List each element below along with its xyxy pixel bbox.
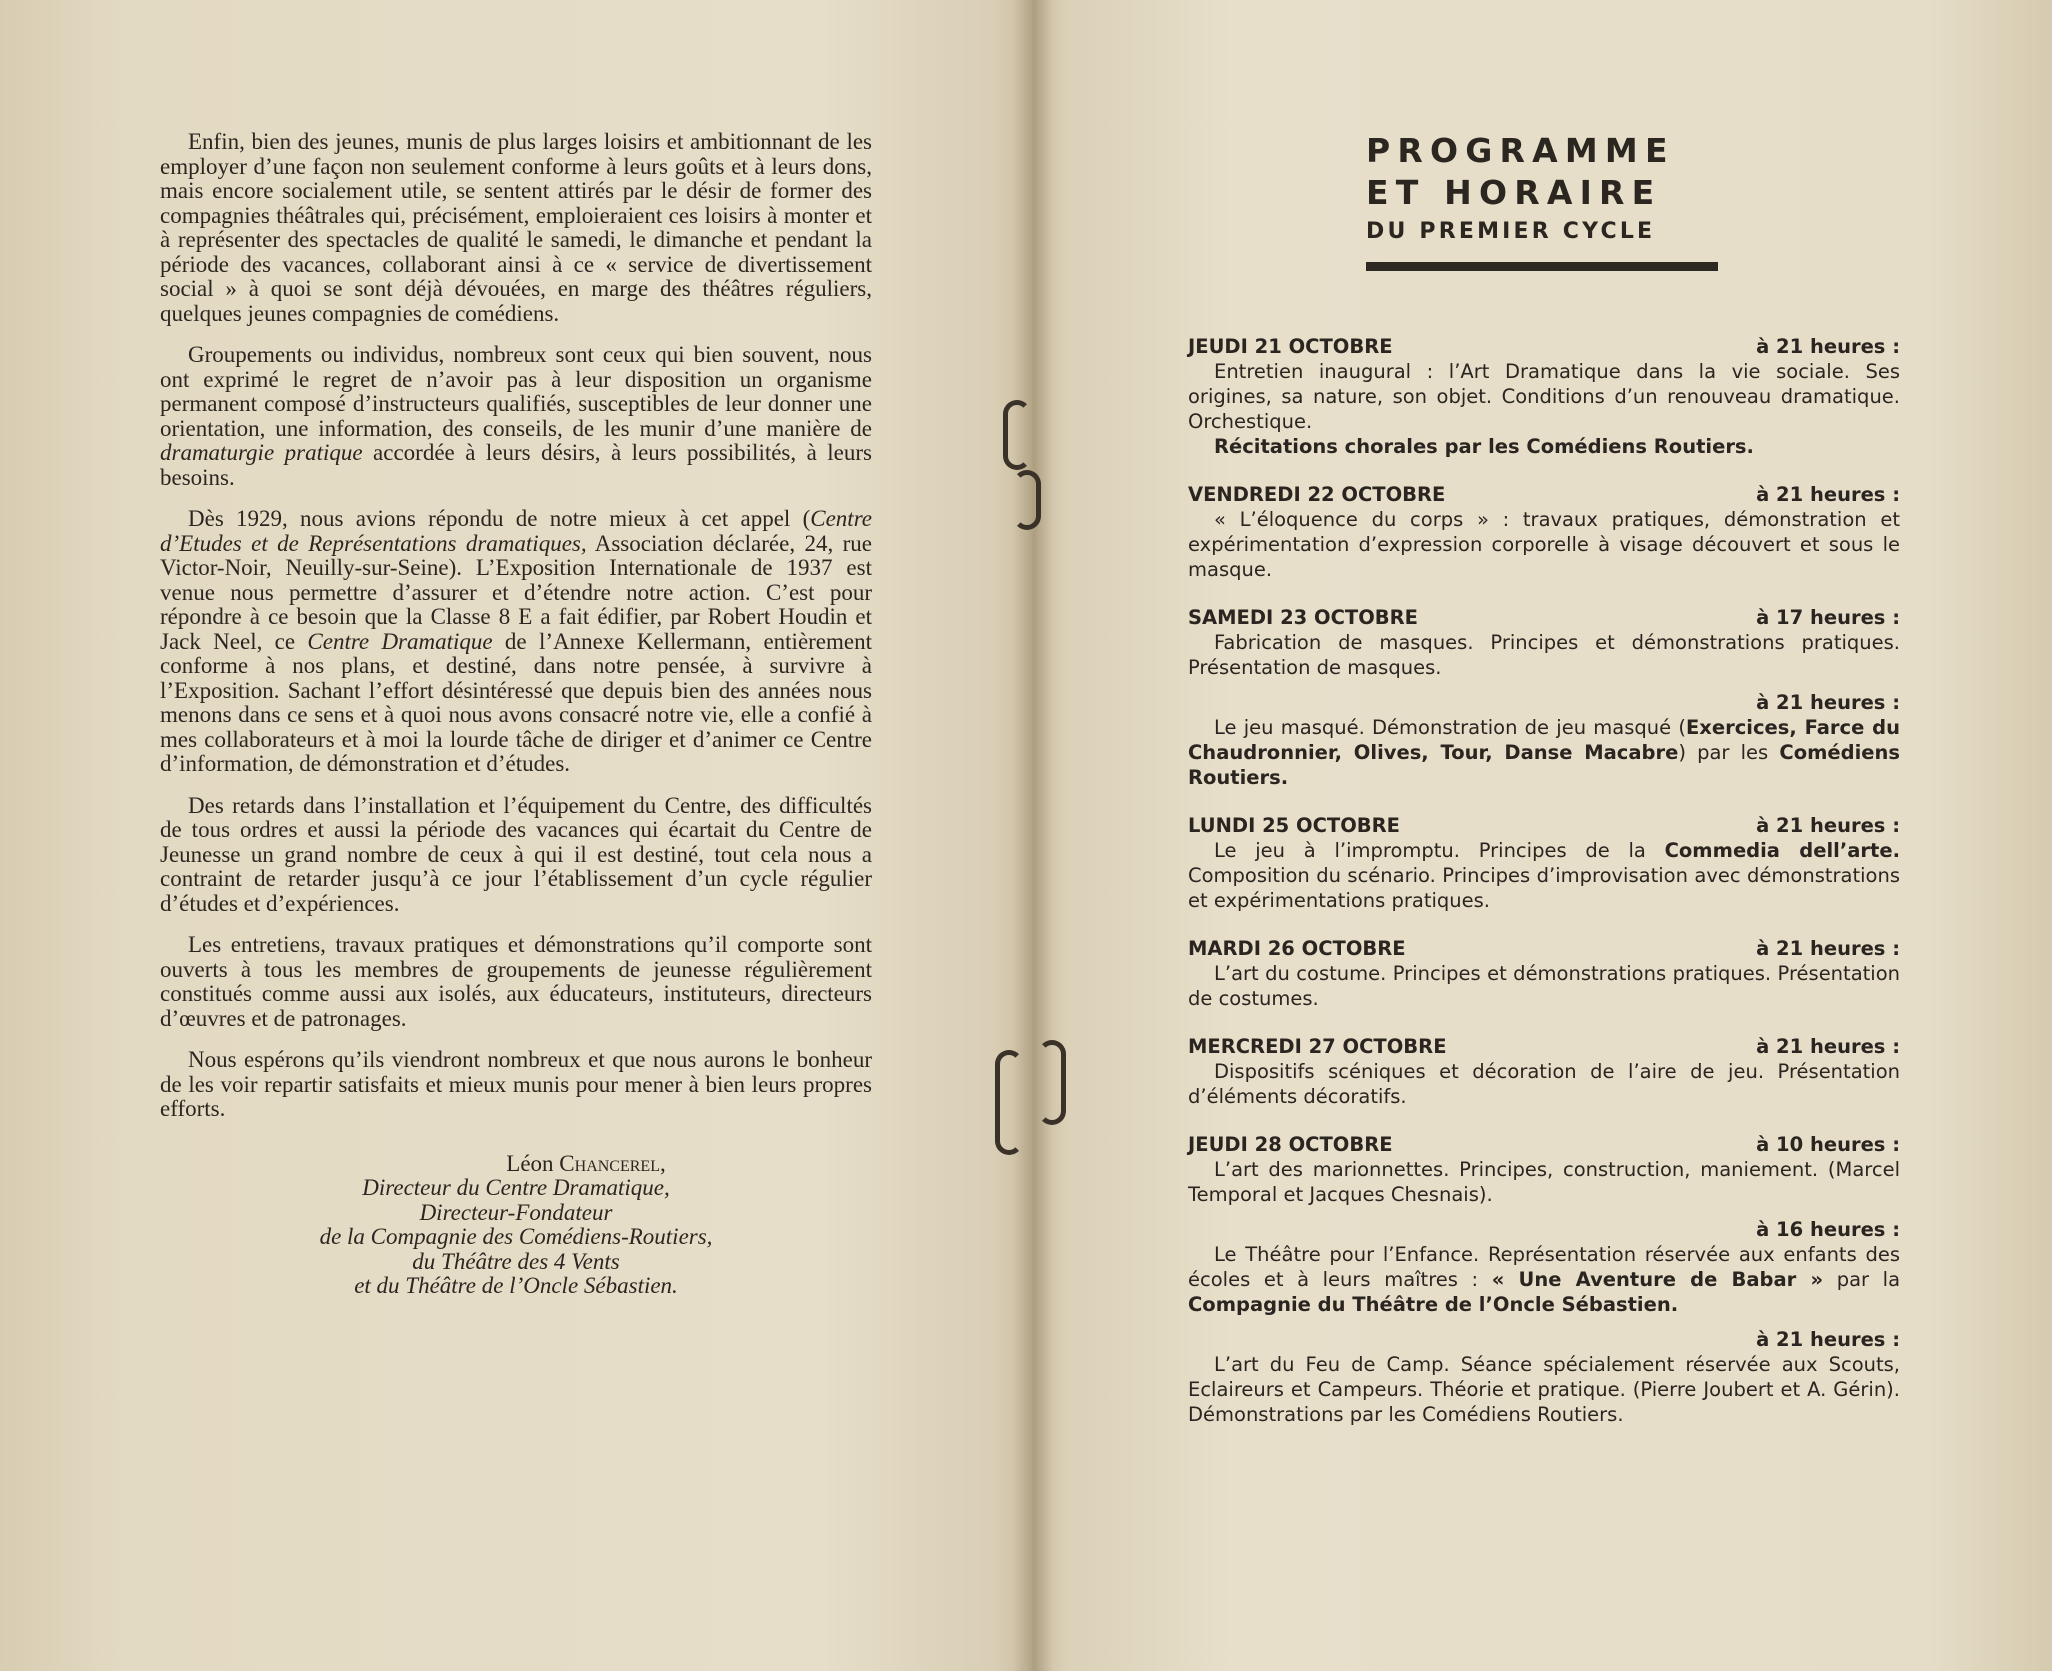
entry-description: « L’éloquence du corps » : travaux pratiques, démonstration et expérimentation d’expression corporelle à visage découvert et sous le masque.: [1188, 508, 1900, 581]
programme-entry: [1188, 334, 1900, 459]
heading-rule: [1366, 262, 1718, 271]
paragraph-5: Les entretiens, travaux pratiques et démonstrations qu’il comporte sont ouverts à tous les membres de groupements de jeunesse régulièrement constitués comme aussi aux isolés, aux éducateurs, instituteurs, directeurs d’œuvres et de patronages.: [160, 932, 872, 1031]
entry-time: à 21 heures :: [1756, 937, 1900, 960]
signature-title-5: et du Théâtre de l’Oncle Sébastien.: [354, 1273, 678, 1298]
signatory-name: [300, 1152, 872, 1177]
desc-part: par la: [1823, 1268, 1901, 1291]
signature-title-1: Directeur du Centre Dramatique,: [362, 1175, 670, 1200]
signature-title-2: Directeur-Fondateur: [419, 1199, 613, 1225]
entry-time-second: à 21 heures :: [1756, 691, 1900, 714]
paragraph-3-text-c: de l’Annexe Kellermann, entièrement conforme à nos plans, et destiné, dans notre pensée, à survivre à l’Exposition. Sachant l’effort désintéressé que depuis bien des années nous menons dans ce sens et à quoi nous avons consacré notre vie, elle a confié à mes collaborateurs et à moi la lourde tâche de diriger et d’animer ce Centre d’information, de démonstration et d’études.: [160, 628, 873, 776]
entry-day: JEUDI 28 OCTOBRE: [1188, 1133, 1393, 1156]
desc-part-bold: « Une Aventure de Babar »: [1491, 1268, 1824, 1291]
paragraph-3-emphasis-2: Centre Dramatique: [307, 628, 493, 654]
entry-header: [1188, 936, 1900, 961]
paragraph-3: [160, 507, 872, 777]
heading-line-2: ET HORAIRE: [1366, 173, 1662, 212]
signatory-last-name: Chancerel,: [559, 1150, 666, 1176]
heading-line-3: DU PREMIER CYCLE: [1366, 219, 1656, 244]
signatory-first-name: Léon: [506, 1150, 554, 1176]
programme-entry: [1188, 936, 1900, 1011]
entry-time-third: à 21 heures :: [1756, 1328, 1900, 1351]
desc-part-bold: Commedia dell’arte.: [1664, 839, 1900, 862]
entry-day: SAMEDI 23 OCTOBRE: [1188, 606, 1418, 629]
paragraph-2-text-a: Groupements ou individus, nombreux sont ceux qui bien souvent, nous ont exprimé le regret de n’avoir pas à leur disposition un organisme permanent composé d’instructeurs qualifiés, susceptibles de leur donner une orientation, une information, des conseils, de les munir d’une manière de: [160, 342, 872, 441]
staple-top-right: [1013, 470, 1041, 530]
paragraph-2-emphasis: dramaturgie pratique: [160, 440, 363, 465]
left-page: [160, 130, 872, 1299]
entry-description: Fabrication de masques. Principes et démonstrations pratiques. Présentation de masques.: [1188, 631, 1900, 679]
entry-time-second: à 16 heures :: [1756, 1218, 1900, 1241]
entry-header: [1188, 605, 1900, 630]
staple-bottom-right: [1038, 1040, 1066, 1125]
entry-time: à 21 heures :: [1756, 814, 1900, 837]
entry-day: VENDREDI 22 OCTOBRE: [1188, 483, 1446, 506]
entry-time: à 17 heures :: [1756, 606, 1900, 629]
entry-header: [1188, 334, 1900, 359]
entry-description-second: [1188, 1242, 1900, 1317]
center-fold: [1013, 0, 1053, 1671]
paragraph-3-text-a: Dès 1929, nous avions répondu de notre mieux à cet appel (: [188, 506, 811, 531]
paragraph-3-emphasis-1: Centre d’Etudes et de Représentations dramatiques,: [160, 506, 872, 556]
entry-description: L’art du costume. Principes et démonstrations pratiques. Présentation de costumes.: [1188, 962, 1900, 1010]
signature-title-3: de la Compagnie des Comédiens-Routiers,: [319, 1224, 713, 1249]
signature-title-4: du Théâtre des 4 Vents: [412, 1248, 620, 1274]
entry-description-bold: Récitations chorales par les Comédiens Routiers.: [1214, 435, 1754, 458]
entry-header: [1188, 1132, 1900, 1157]
paragraph-6: Nous espérons qu’ils viendront nombreux et que nous aurons le bonheur de les voir repartir satisfaits et mieux munis pour mener à bien leurs propres efforts.: [160, 1047, 872, 1121]
programme-heading: [1366, 130, 1718, 271]
paragraph-1: Enfin, bien des jeunes, munis de plus larges loisirs et ambitionnant de les employer d’une façon non seulement conforme à leurs goûts et à leurs dons, mais encore socialement utile, se sentent attirés par le désir de former des compagnies théâtrales qui, précisément, emploieraient ces loisirs à monter et à représenter des spectacles de qualité le samedi, le dimanche et pendant la période des vacances, collaborant ainsi à ce « service de divertissement social » à quoi se sont déjà dévouées, en marge des théâtres réguliers, quelques jeunes compagnies de comédiens.: [160, 129, 872, 326]
paragraph-3-text-b: Association déclarée, 24, rue Victor-Noir, Neuilly-sur-Seine). L’Exposition Internationale de 1937 est venue nous permettre d’assurer et d’étendre notre action. C’est pour répondre à ce besoin que la Classe 8 E a fait édifier, par Robert Houdin et Jack Neel, ce: [160, 530, 872, 654]
desc-part: Le Théâtre pour l’Enfance. Représentation réservée aux enfants des écoles et à leurs maîtres :: [1188, 1243, 1900, 1291]
paragraph-4: Des retards dans l’installation et l’équipement du Centre, des difficultés de tous ordres et aussi la période des vacances qui écartait du Centre de Jeunesse un grand nombre de ceux à qui il est destiné, tout cela nous a contraint de retarder jusqu’à ce jour l’établissement d’un cycle régulier d’études et d’expériences.: [160, 792, 872, 916]
signature-block: [160, 1152, 872, 1299]
entry-day: MERCREDI 27 OCTOBRE: [1188, 1035, 1447, 1058]
programme-entry: [1188, 1132, 1900, 1427]
programme-entry: [1188, 482, 1900, 582]
paragraph-2-text-b: accordée à leurs désirs, à leurs possibilités, à leurs besoins.: [160, 440, 873, 490]
entry-header: [1188, 482, 1900, 507]
desc-part: Composition du scénario. Principes d’improvisation avec démonstrations et expérimentations pratiques.: [1188, 864, 1900, 912]
programme-entry: [1188, 605, 1900, 790]
desc-part-bold: Compagnie du Théâtre de l’Oncle Sébastien.: [1188, 1293, 1679, 1316]
entry-description-second: [1188, 715, 1900, 790]
staple-top-left: [1003, 400, 1031, 470]
programme-entry: [1188, 1034, 1900, 1109]
entry-header: [1188, 813, 1900, 838]
desc-part: Le jeu masqué. Démonstration de jeu masqué (: [1214, 716, 1686, 739]
entry-description: Entretien inaugural : l’Art Dramatique dans la vie sociale. Ses origines, sa nature, son objet. Conditions d’un renouveau dramatique. Orchestique.: [1188, 360, 1900, 433]
programme-entry: [1188, 813, 1900, 913]
entry-description: [1188, 838, 1900, 913]
heading-line-1: PROGRAMME: [1366, 131, 1675, 170]
programme-list: [1188, 334, 1900, 1450]
desc-part: Le jeu à l’impromptu. Principes de la: [1214, 839, 1665, 862]
entry-time: à 21 heures :: [1756, 335, 1900, 358]
paragraph-2: [160, 343, 872, 490]
desc-part: ) par les: [1678, 741, 1780, 764]
entry-description: L’art des marionnettes. Principes, construction, maniement. (Marcel Temporal et Jacques Chesnais).: [1188, 1158, 1900, 1206]
desc-part-bold: Comédiens Routiers.: [1188, 741, 1900, 789]
entry-time: à 21 heures :: [1756, 483, 1900, 506]
entry-day: JEUDI 21 OCTOBRE: [1188, 335, 1393, 358]
desc-part-bold: Exercices, Farce du Chaudronnier, Olives, Tour, Danse Macabre: [1188, 716, 1900, 764]
entry-time: à 10 heures :: [1756, 1133, 1900, 1156]
entry-description: Dispositifs scéniques et décoration de l’aire de jeu. Présentation d’éléments décoratifs.: [1188, 1060, 1900, 1108]
staple-bottom-left: [995, 1050, 1023, 1155]
entry-description-third: L’art du Feu de Camp. Séance spécialement réservée aux Scouts, Eclaireurs et Campeurs. Théorie et pratique. (Pierre Joubert et A. Gérin). Démonstrations par les Comédiens Routiers.: [1188, 1353, 1900, 1426]
entry-header: [1188, 1034, 1900, 1059]
entry-day: LUNDI 25 OCTOBRE: [1188, 814, 1401, 837]
entry-time: à 21 heures :: [1756, 1035, 1900, 1058]
entry-day: MARDI 26 OCTOBRE: [1188, 937, 1406, 960]
